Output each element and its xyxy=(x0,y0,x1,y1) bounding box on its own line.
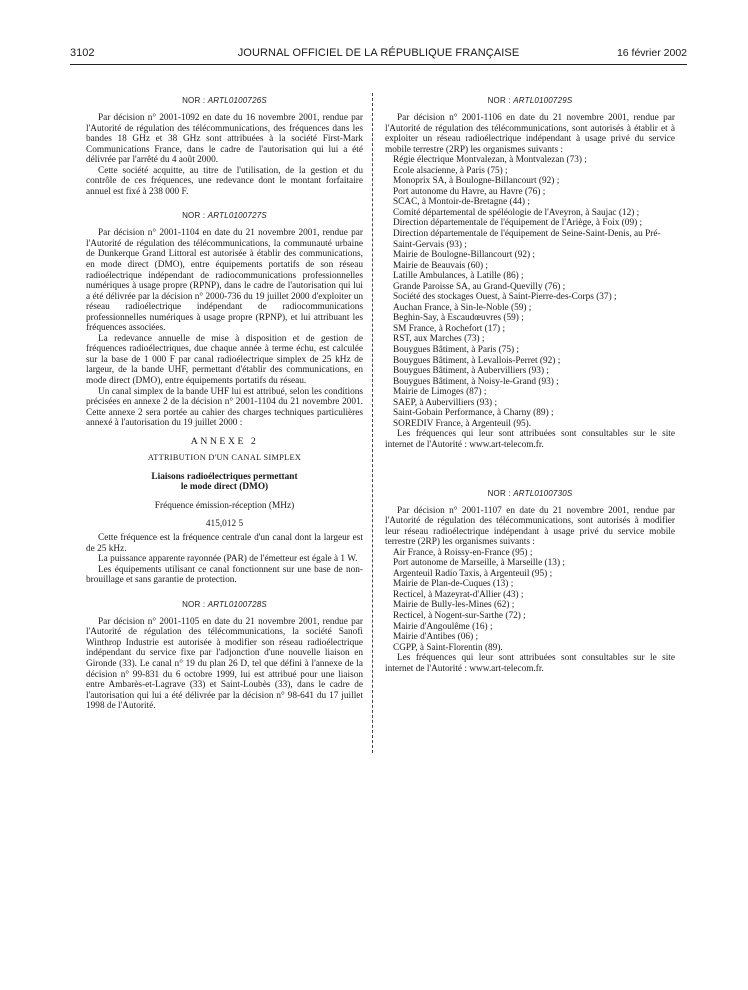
list-item: Régie électrique Montvalezan, à Montvalezan (73) ; xyxy=(393,155,587,166)
list-item: Recticel, à Mazeyrat-d'Allier (43) ; xyxy=(393,589,524,600)
left-column xyxy=(86,96,363,712)
list-item: Air France, à Roissy-en-France (95) ; xyxy=(393,547,533,558)
page-number: 3102 xyxy=(70,47,95,59)
section-nor-726 xyxy=(86,96,363,197)
list-item: Mairie de Beauvais (60) ; xyxy=(393,260,489,271)
list-item: SM France, à Rochefort (17) ; xyxy=(393,323,506,334)
paragraph: Cette société acquitte, au titre de l'utilisation, de la gestion et du contrôle de ces fréquences, une redevance dont le montant forfaitaire annuel est fixé à 238 000 F. xyxy=(86,165,363,197)
list-item: Mairie d'Angoulême (16) ; xyxy=(393,621,493,632)
section-nor-727 xyxy=(86,211,363,428)
paragraph: Par décision n° 2001-1105 en date du 21 novembre 2001, rendue par l'Autorité de régulation des télécommunications, la société Sanofi Winthrop Industrie est autorisée à modifier son réseau radioélectrique indépendant du service fixe par l'adjonction d'une nouvelle liaison en Gironde (33). Le canal n° 19 du plan 26 D, tel que défini à l'annexe de la décision n° 99-831 du 6 octobre 1999, lui est attribué pour une liaison entre Ambarès-et-Lagrave (33) et Saint-Loubès (33), dans le cadre de l'autorisation qui lui a été délivrée par la décision n° 98-641 du 17 juillet 1998 de l'Autorité. xyxy=(86,616,363,712)
page-header xyxy=(70,47,687,63)
annexe-title: ANNEXE 2 xyxy=(190,435,259,447)
nor-reference: NOR : ARTL0100726S xyxy=(182,96,267,105)
list-item: Bouygues Bâtiment, à Aubervilliers (93) ; xyxy=(393,366,549,377)
section-nor-728 xyxy=(86,600,363,712)
list-item: Recticel, à Nogent-sur-Sarthe (72) ; xyxy=(393,610,526,621)
paragraph: Les fréquences qui leur sont attribuées sont consultables sur le site internet de l'Autorité : www.art-telecom.fr. xyxy=(385,653,675,674)
annexe-subtitle: ATTRIBUTION D'UN CANAL SIMPLEX xyxy=(147,453,302,463)
organism-list xyxy=(385,155,675,429)
paragraph: Par décision n° 2001-1104 en date du 21 novembre 2001, rendue par l'Autorité de régulation des télécommunications, la communauté urbaine de Dunkerque Grand Littoral est autorisée à établir des communications, en mode direct (DMO), entre équipements portatifs de son réseau radioélectrique indépendant de radiocommunications professionnelles numériques à usage propre (RPNP), dans le cadre de l'autorisation qui lui a été délivrée par la décision n° 2000-736 du 19 juillet 2000 d'exploiter un réseau radioélectrique indépendant de radiocommunications professionnelles numériques à usage propre (RPNP), et lui attribuant les fréquences associées. xyxy=(86,228,363,334)
paragraph: Les fréquences qui leur sont attribuées sont consultables sur le site internet de l'Autorité : www.art-telecom.fr. xyxy=(385,429,675,450)
paragraph: La puissance apparente rayonnée (PAR) de l'émetteur est égale à 1 W. xyxy=(98,554,358,565)
list-item: Beghin-Say, à Escaudœuvres (59) ; xyxy=(393,313,524,324)
list-item: Grande Paroisse SA, au Grand-Quevilly (76) ; xyxy=(393,281,566,292)
list-item: Monoprix SA, à Boulogne-Billancourt (92) ; xyxy=(393,176,560,187)
organism-list xyxy=(385,548,675,653)
list-item: Ecole alsacienne, à Paris (75) ; xyxy=(393,165,508,176)
list-item: Direction départementale de l'équipement de l'Ariège, à Foix (09) ; xyxy=(393,218,643,229)
list-item: Latille Ambulances, à Latille (86) ; xyxy=(393,271,524,282)
list-item: Mairie d'Antibes (06) ; xyxy=(393,632,479,643)
list-item: Mairie de Plan-de-Cuques (13) ; xyxy=(393,579,514,590)
list-item: Saint-Gobain Performance, à Charny (89) ; xyxy=(393,408,554,419)
frequency-value: 415,012 5 xyxy=(205,518,244,529)
list-item: Port autonome du Havre, au Havre (76) ; xyxy=(393,186,546,197)
list-item: Argenteuil Radio Taxis, à Argenteuil (95) ; xyxy=(393,568,553,579)
nor-reference: NOR : ARTL0100729S xyxy=(487,96,573,105)
section-nor-730 xyxy=(385,489,675,675)
nor-reference: NOR : ARTL0100727S xyxy=(182,211,267,221)
list-item: Port autonome de Marseille, à Marseille (13) ; xyxy=(393,558,565,569)
annexe-heading: Liaisons radioélectriques permettant le mode direct (DMO) xyxy=(151,471,298,493)
paragraph: Un canal simplex de la bande UHF lui est attribué, selon les conditions précisées en annexe 2 de la décision n° 2001-1104 du 21 novembre 2001. Cette annexe 2 sera portée au cahier des charges techniques particulières annexé à l'autorisation du 19 juillet 2000 : xyxy=(86,386,363,429)
right-column xyxy=(385,96,675,674)
section-nor-729 xyxy=(385,96,675,451)
paragraph: Par décision n° 2001-1106 en date du 21 novembre 2001, rendue par l'Autorité de régulation des télécommunications, sont autorisés à établir et à exploiter un réseau radioélectrique indépendant à usage privé du service mobile terrestre (2RP) les organismes suivants : xyxy=(385,113,675,155)
list-item: SAEP, à Aubervilliers (93) ; xyxy=(393,397,498,408)
list-item: Bouygues Bâtiment, à Levallois-Perret (92) ; xyxy=(393,355,561,366)
journal-title: JOURNAL OFFICIEL DE LA RÉPUBLIQUE FRANÇAISE xyxy=(237,47,520,59)
list-item: Comité départemental de spéléologie de l'Aveyron, à Saujac (12) ; xyxy=(393,207,640,218)
paragraph: Par décision n° 2001-1107 en date du 21 novembre 2001, rendue par l'Autorité de régulation des télécommunications, sont autorisés à modifier leur réseau radioélectrique indépendant à usage privé du service mobile terrestre (2RP) les organismes suivants : xyxy=(385,505,675,548)
paragraph: La redevance annuelle de mise à disposition et de gestion de fréquences radioélectriques, due chaque année à terme échu, est calculée sur la base de 1 000 F par canal radioélectrique simplex de 25 kHz de largeur, de la bande UHF, permettant d'établir des communications, en mode direct (DMO), entre équipements portatifs du réseau. xyxy=(86,333,363,387)
paragraph: Par décision n° 2001-1092 en date du 16 novembre 2001, rendue par l'Autorité de régulation des télécommunications, des fréquences dans les bandes 18 GHz et 38 GHz sont attribuées à la société First-Mark Communications France, dans le cadre de l'autorisation qui lui a été délivrée par l'arrêté du 4 août 2000. xyxy=(86,113,363,166)
list-item: Mairie de Bully-les-Mines (62) ; xyxy=(393,600,515,611)
list-item: Société des stockages Ouest, à Saint-Pierre-des-Corps (37) ; xyxy=(393,292,617,303)
list-item: Mairie de Boulogne-Billancourt (92) ; xyxy=(393,250,535,261)
list-item: Bouygues Bâtiment, à Noisy-le-Grand (93) ; xyxy=(393,376,559,387)
list-item: SCAC, à Montoir-de-Bretagne (44) ; xyxy=(393,197,530,208)
paragraph: Cette fréquence est la fréquence centrale d'un canal dont la largeur est de 25 kHz. xyxy=(86,533,363,554)
nor-reference: NOR : ARTL0100728S xyxy=(182,599,267,609)
annexe-2 xyxy=(86,437,363,586)
list-item: SOREDIV France, à Argenteuil (95). xyxy=(393,418,532,429)
header-rule xyxy=(70,64,687,65)
list-item: Bouygues Bâtiment, à Paris (75) ; xyxy=(393,345,520,356)
list-item: RST, aux Marches (73) ; xyxy=(393,334,485,345)
list-item: CGPP, à Saint-Florentin (89). xyxy=(393,642,503,653)
list-item: Direction départementale de l'équipement de Seine-Saint-Denis, au Pré-Saint-Gervais (93) ; xyxy=(393,229,661,250)
list-item: Mairie de Limoges (87) ; xyxy=(393,387,487,398)
publication-date: 16 février 2002 xyxy=(616,47,687,59)
column-separator xyxy=(372,93,373,753)
list-item: Auchan France, à Sin-le-Noble (59) ; xyxy=(393,302,532,313)
nor-reference: NOR : ARTL0100730S xyxy=(487,488,573,498)
frequency-label: Fréquence émission-réception (MHz) xyxy=(154,500,295,511)
paragraph: Les équipements utilisant ce canal fonctionnent sur une base de non-brouillage et sans garantie de protection. xyxy=(86,564,363,586)
